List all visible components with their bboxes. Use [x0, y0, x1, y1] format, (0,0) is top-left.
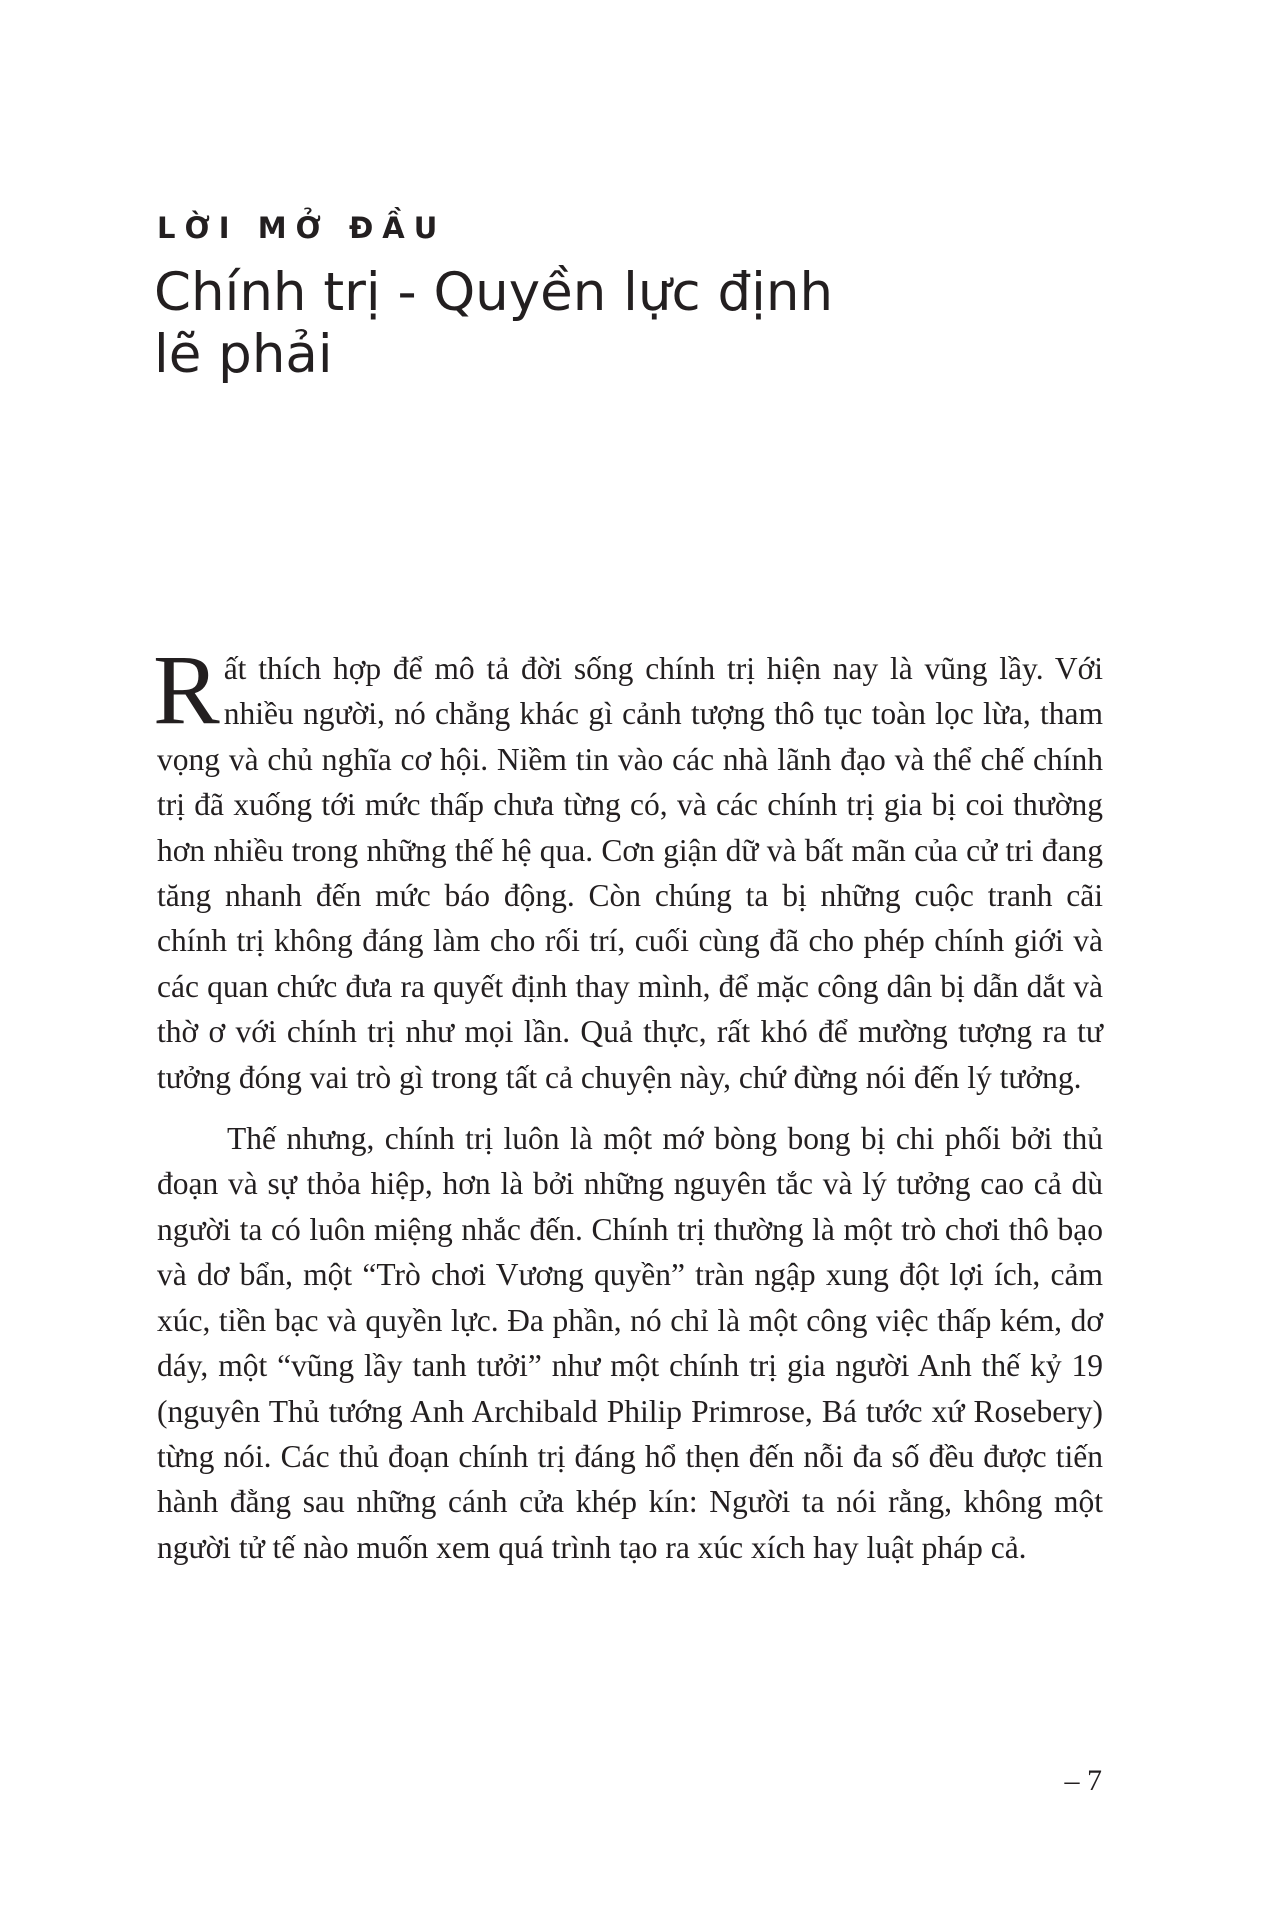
chapter-title [154, 262, 1054, 386]
chapter-title-line-1: Chính trị - Quyền lực định [154, 262, 834, 323]
chapter-kicker: LỜI MỞ ĐẦU [157, 211, 447, 245]
page-number: – 7 [1064, 1764, 1102, 1797]
drop-cap: R [153, 634, 220, 745]
body-text [153, 634, 1103, 1570]
chapter-title-line-2: lẽ phải [154, 324, 333, 385]
paragraph-1 [153, 634, 1103, 1100]
paragraph-2: Thế nhưng, chính trị luôn là một mớ bòng bong bị chi phối bởi thủ đoạn và sự thỏa hiệp, hơn là bởi những nguyên tắc và lý tưởng cao cả dù người ta có luôn miệng nhắc đến. Chính trị thường là một trò chơi thô bạo và dơ bẩn, một “Trò chơi Vương quyền” tràn ngập xung đột lợi ích, cảm xúc, tiền bạc và quyền lực. Đa phần, nó chỉ là một công việc thấp kém, dơ dáy, một “vũng lầy tanh tưởi” như một chính trị gia người Anh thế kỷ 19 (nguyên Thủ tướng Anh Archibald Philip Primrose, Bá tước xứ Rosebery) từng nói. Các thủ đoạn chính trị đáng hổ thẹn đến nỗi đa số đều được tiến hành đằng sau những cánh cửa khép kín: Người ta nói rằng, không một người tử tế nào muốn xem quá trình tạo ra xúc xích hay luật pháp cả. [157, 1121, 1103, 1565]
paragraph-1-text: ất thích hợp để mô tả đời sống chính trị hiện nay là vũng lầy. Với nhiều người, nó chẳng khác gì cảnh tượng thô tục toàn lọc lừa, tham vọng và chủ nghĩa cơ hội. Niềm tin vào các nhà lãnh đạo và thể chế chính trị đã xuống tới mức thấp chưa từng có, và các chính trị gia bị coi thường hơn nhiều trong những thế hệ qua. Cơn giận dữ và bất mãn của cử tri đang tăng nhanh đến mức báo động. Còn chúng ta bị những cuộc tranh cãi chính trị không đáng làm cho rối trí, cuối cùng đã cho phép chính giới và các quan chức đưa ra quyết định thay mình, để mặc công dân bị dẫn dắt và thờ ơ với chính trị như mọi lần. Quả thực, rất khó để mường tượng ra tư tưởng đóng vai trò gì trong tất cả chuyện này, chứ đừng nói đến lý tưởng. [157, 651, 1103, 1095]
